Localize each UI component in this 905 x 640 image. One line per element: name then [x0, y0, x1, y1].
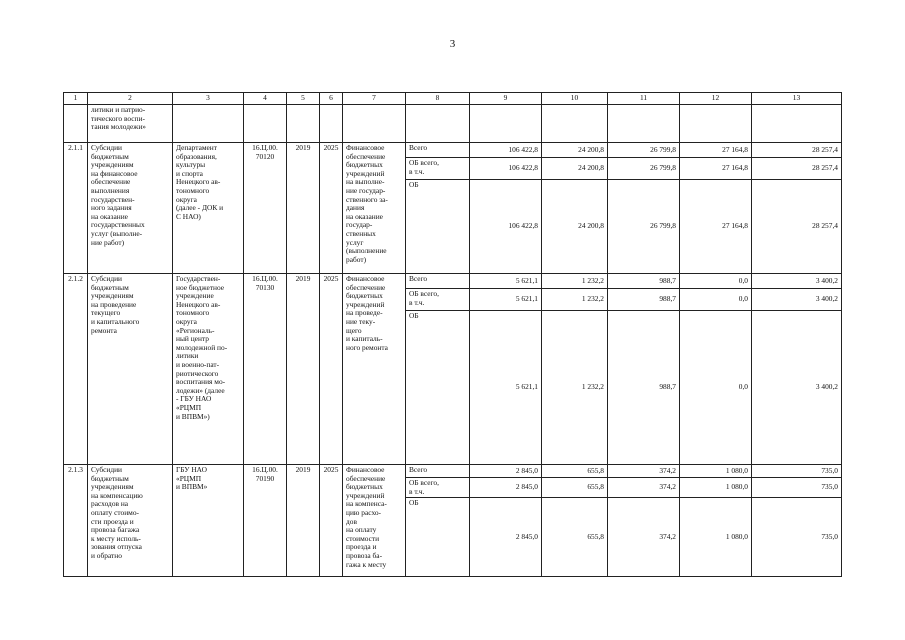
amount-value: 655,8 [542, 497, 607, 576]
amount-value: 988,7 [608, 310, 679, 464]
end-year: 2025 [320, 274, 343, 465]
header-col-11: 11 [608, 93, 680, 105]
header-col-6: 6 [320, 93, 343, 105]
funding-sources [406, 465, 470, 577]
amount-value: 735,0 [752, 477, 841, 497]
purpose-text: Финансовое обеспечение бюджетных учреждений на проведе- ние теку- щего и капиталь- ного ремонта [343, 274, 406, 465]
amount-value: 24 200,8 [578, 144, 604, 154]
amount-value: 106 422,8 [508, 144, 538, 154]
amount-value: 988,7 [659, 275, 676, 285]
amount-value: 26 799,8 [650, 144, 676, 154]
amount-value: 1 232,2 [542, 288, 607, 310]
header-col-8: 8 [406, 93, 470, 105]
header-col-9: 9 [470, 93, 542, 105]
header-col-1: 1 [64, 93, 88, 105]
funding-sources [406, 143, 470, 274]
amount-value: 106 422,8 [470, 179, 541, 273]
amount-value: 5 621,1 [515, 275, 538, 285]
header-col-5: 5 [287, 93, 320, 105]
amount-value: 3 400,2 [815, 275, 838, 285]
amount-value: 735,0 [821, 465, 838, 475]
row-number: 2.1.3 [64, 465, 88, 577]
purpose-text: Финансовое обеспечение бюджетных учреждений на компенса- цию расхо- дов на оплату стоимости проезда и провоза ба- гажа к месту [343, 465, 406, 577]
amount-value: 1 232,2 [581, 275, 604, 285]
funding-source-label: ОБ всего, в т.ч. [406, 288, 469, 310]
measure-name: Субсидии бюджетным учреждениям на финансовое обеспечение выполнения государствен- ного задания на оказание государственных услуг (выполне- ние работ) [88, 143, 173, 274]
end-year: 2025 [320, 143, 343, 274]
amount-value: 0,0 [680, 310, 751, 464]
amount-col-11 [608, 465, 680, 577]
start-year: 2019 [287, 274, 320, 465]
funding-source-label: Всего [409, 465, 428, 474]
amount-col-10 [542, 274, 608, 465]
amount-value: 0,0 [680, 288, 751, 310]
amount-value: 27 164,8 [680, 179, 751, 273]
budget-code: 16.Ц.00. 70130 [244, 274, 287, 465]
funding-source-label: Всего [409, 143, 428, 152]
end-year: 2025 [320, 465, 343, 577]
executor-name: Департамент образования, культуры и спорта Ненецкого ав- тономного округа (далее - ДОК и С НАО) [173, 143, 244, 274]
amount-col-13 [752, 274, 842, 465]
amount-value: 655,8 [587, 465, 604, 475]
amount-col-9 [470, 465, 542, 577]
amount-value: 3 400,2 [752, 310, 841, 464]
amount-value: 374,2 [659, 465, 676, 475]
amount-col-11 [608, 143, 680, 274]
page-number: 3 [449, 38, 456, 50]
amount-value: 988,7 [608, 288, 679, 310]
amount-col-13 [752, 465, 842, 577]
funding-source-label: ОБ всего, в т.ч. [406, 157, 469, 179]
amount-value: 26 799,8 [608, 179, 679, 273]
amount-col-12 [680, 465, 752, 577]
amount-value: 2 845,0 [515, 465, 538, 475]
amount-col-9 [470, 143, 542, 274]
amount-value: 374,2 [608, 477, 679, 497]
amount-value: 1 080,0 [680, 477, 751, 497]
continuation-text: литики и патрио- тического воспи- тания молодежи» [88, 105, 173, 143]
executor-name: ГБУ НАО «РЦМП и ВПВМ» [173, 465, 244, 577]
amount-value: 5 621,1 [470, 310, 541, 464]
amount-value: 655,8 [542, 477, 607, 497]
amount-value: 374,2 [608, 497, 679, 576]
budget-code: 16.Ц.00. 70120 [244, 143, 287, 274]
amount-col-10 [542, 465, 608, 577]
amount-value: 735,0 [752, 497, 841, 576]
table-row [64, 143, 842, 274]
amount-value: 24 200,8 [542, 157, 607, 179]
continuation-row [64, 105, 842, 143]
row-number: 2.1.2 [64, 274, 88, 465]
funding-source-label: ОБ [406, 310, 469, 464]
amount-value: 24 200,8 [542, 179, 607, 273]
table-row [64, 274, 842, 465]
funding-sources [406, 274, 470, 465]
amount-col-12 [680, 274, 752, 465]
amount-value: 27 164,8 [722, 144, 748, 154]
header-col-4: 4 [244, 93, 287, 105]
header-col-2: 2 [88, 93, 173, 105]
amount-col-10 [542, 143, 608, 274]
header-row [64, 93, 842, 105]
budget-code: 16.Ц.00. 70190 [244, 465, 287, 577]
header-col-12: 12 [680, 93, 752, 105]
funding-source-label: ОБ всего, в т.ч. [406, 477, 469, 497]
amount-col-12 [680, 143, 752, 274]
header-col-7: 7 [343, 93, 406, 105]
header-col-13: 13 [752, 93, 842, 105]
amount-value: 1 080,0 [725, 465, 748, 475]
funding-source-label: Всего [409, 274, 428, 283]
amount-value: 26 799,8 [608, 157, 679, 179]
start-year: 2019 [287, 465, 320, 577]
amount-value: 0,0 [738, 275, 748, 285]
amount-value: 27 164,8 [680, 157, 751, 179]
amount-col-9 [470, 274, 542, 465]
amount-value: 5 621,1 [470, 288, 541, 310]
row-number: 2.1.1 [64, 143, 88, 274]
amount-value: 1 232,2 [542, 310, 607, 464]
start-year: 2019 [287, 143, 320, 274]
amount-value: 28 257,4 [752, 157, 841, 179]
measure-name: Субсидии бюджетным учреждениям на проведение текущего и капитального ремонта [88, 274, 173, 465]
amount-col-11 [608, 274, 680, 465]
funding-source-label: ОБ [406, 497, 469, 576]
amount-value: 1 080,0 [680, 497, 751, 576]
table-row [64, 465, 842, 577]
amount-value: 28 257,4 [812, 144, 838, 154]
amount-col-13 [752, 143, 842, 274]
amount-value: 2 845,0 [470, 477, 541, 497]
funding-source-label: ОБ [406, 179, 469, 273]
amount-value: 3 400,2 [752, 288, 841, 310]
amount-value: 106 422,8 [470, 157, 541, 179]
program-table [63, 92, 842, 577]
executor-name: Государствен- ное бюджетное учреждение Ненецкого ав- тономного округа «Региональ- ный центр молодежной по- литики и военно-пат- риотического воспитания мо- лодежи» (далее - ГБУ НАО «РЦМП и ВПВМ») [173, 274, 244, 465]
purpose-text: Финансовое обеспечение бюджетных учреждений на выполне- ние государ- ственного за- дания на оказание государ- ственных услуг (выполнение работ) [343, 143, 406, 274]
measure-name: Субсидии бюджетным учреждениям на компенсацию расходов на оплату стоимо- сти проезда и провоза багажа к месту исполь- зования отпуска и обратно [88, 465, 173, 577]
amount-value: 28 257,4 [752, 179, 841, 273]
header-col-10: 10 [542, 93, 608, 105]
header-col-3: 3 [173, 93, 244, 105]
amount-value: 2 845,0 [470, 497, 541, 576]
